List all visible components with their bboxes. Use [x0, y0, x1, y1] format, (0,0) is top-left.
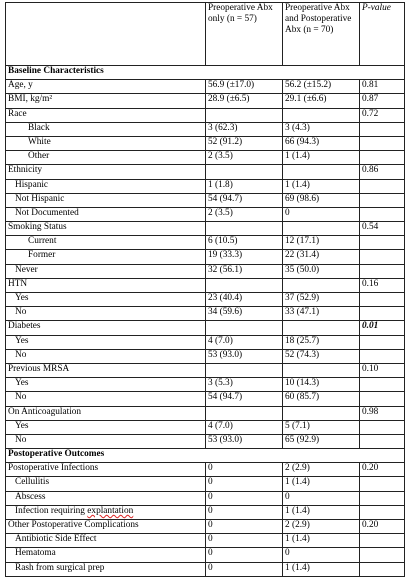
p-value [360, 207, 405, 221]
preop-only-value: 34 (59.6) [206, 307, 283, 321]
p-value [360, 434, 405, 448]
p-value [360, 505, 405, 519]
preop-only-value: 4 (7.0) [206, 420, 283, 434]
table-row [6, 108, 405, 122]
table-row [6, 434, 405, 448]
p-value: 0.81 [360, 80, 405, 94]
table-row [6, 278, 405, 292]
table-row [6, 491, 405, 505]
preop-postop-value [283, 278, 360, 292]
p-value [360, 136, 405, 150]
table-row [6, 193, 405, 207]
p-value: 0.01 [360, 321, 405, 335]
table-row [6, 151, 405, 165]
preop-postop-value [283, 406, 360, 420]
row-label: Cellulitis [6, 477, 206, 491]
table-row [6, 335, 405, 349]
table-row [6, 562, 405, 576]
preop-postop-value: 1 (1.4) [283, 505, 360, 519]
preop-postop-value: 1 (1.4) [283, 534, 360, 548]
table-row [6, 505, 405, 519]
table-row [6, 392, 405, 406]
table-row [6, 477, 405, 491]
p-value [360, 122, 405, 136]
header-preop-and-postop: Preoperative Abx and Postoperative Abx (n = 70) [283, 3, 360, 66]
table-row [6, 520, 405, 534]
preop-only-value: 54 (94.7) [206, 392, 283, 406]
table-row [6, 307, 405, 321]
preop-only-value [206, 108, 283, 122]
table-body [6, 3, 405, 577]
table-row [6, 548, 405, 562]
preop-only-value: 1 (1.8) [206, 179, 283, 193]
p-value [360, 250, 405, 264]
table-row [6, 236, 405, 250]
header-preop-only: Preoperative Abx only (n = 57) [206, 3, 283, 66]
p-value [360, 378, 405, 392]
row-label: Not Hispanic [6, 193, 206, 207]
p-value [360, 335, 405, 349]
row-label: Yes [6, 335, 206, 349]
preop-only-value: 3 (62.3) [206, 122, 283, 136]
preop-postop-value [283, 165, 360, 179]
row-label: No [6, 434, 206, 448]
p-value: 0.86 [360, 165, 405, 179]
preop-postop-value: 22 (31.4) [283, 250, 360, 264]
preop-only-value: 0 [206, 520, 283, 534]
row-label: Former [6, 250, 206, 264]
preop-only-value: 6 (10.5) [206, 236, 283, 250]
preop-postop-value: 0 [283, 491, 360, 505]
preop-postop-value: 5 (7.1) [283, 420, 360, 434]
row-label: Yes [6, 378, 206, 392]
row-label: Yes [6, 293, 206, 307]
preop-only-value: 0 [206, 505, 283, 519]
row-label: Previous MRSA [6, 363, 206, 377]
p-value [360, 193, 405, 207]
row-label: BMI, kg/m² [6, 94, 206, 108]
preop-only-value: 0 [206, 477, 283, 491]
preop-postop-value: 1 (1.4) [283, 562, 360, 576]
preop-postop-value: 10 (14.3) [283, 378, 360, 392]
section-title: Postoperative Outcomes [6, 449, 405, 463]
preop-only-value: 2 (3.5) [206, 151, 283, 165]
table-row [6, 420, 405, 434]
preop-postop-value: 56.2 (±15.2) [283, 80, 360, 94]
header-blank-cell [6, 3, 206, 66]
preop-postop-value: 35 (50.0) [283, 264, 360, 278]
p-value [360, 349, 405, 363]
preop-only-value [206, 222, 283, 236]
p-value: 0.54 [360, 222, 405, 236]
preop-postop-value: 37 (52.9) [283, 293, 360, 307]
table-row [6, 80, 405, 94]
p-value [360, 264, 405, 278]
p-value [360, 151, 405, 165]
preop-postop-value: 1 (1.4) [283, 151, 360, 165]
p-value [360, 491, 405, 505]
row-label: Hispanic [6, 179, 206, 193]
p-value [360, 293, 405, 307]
row-label: Yes [6, 420, 206, 434]
p-value: 0.87 [360, 94, 405, 108]
preop-postop-value: 3 (4.3) [283, 122, 360, 136]
preop-postop-value: 1 (1.4) [283, 477, 360, 491]
preop-only-value: 0 [206, 534, 283, 548]
preop-only-value: 2 (3.5) [206, 207, 283, 221]
row-label: Current [6, 236, 206, 250]
preop-postop-value: 33 (47.1) [283, 307, 360, 321]
preop-postop-value [283, 222, 360, 236]
p-value [360, 392, 405, 406]
preop-postop-value: 12 (17.1) [283, 236, 360, 250]
preop-only-value: 28.9 (±6.5) [206, 94, 283, 108]
p-value [360, 307, 405, 321]
preop-only-value: 0 [206, 463, 283, 477]
preop-only-value [206, 406, 283, 420]
preop-postop-value: 0 [283, 207, 360, 221]
row-label: Never [6, 264, 206, 278]
table-row [6, 250, 405, 264]
preop-only-value: 53 (93.0) [206, 349, 283, 363]
row-label: No [6, 392, 206, 406]
preop-postop-value: 2 (2.9) [283, 520, 360, 534]
row-label: Rash from surgical prep [6, 562, 206, 576]
row-label: White [6, 136, 206, 150]
table-row [6, 136, 405, 150]
preop-postop-value: 65 (92.9) [283, 434, 360, 448]
p-value: 0.20 [360, 520, 405, 534]
table-row [6, 321, 405, 335]
preop-postop-value [283, 321, 360, 335]
preop-postop-value [283, 363, 360, 377]
section-title: Baseline Characteristics [6, 66, 405, 80]
preop-postop-value: 1 (1.4) [283, 179, 360, 193]
row-label: Black [6, 122, 206, 136]
p-value: 0.98 [360, 406, 405, 420]
table-row [6, 222, 405, 236]
row-label: Antibiotic Side Effect [6, 534, 206, 548]
table-row [6, 94, 405, 108]
row-label: Abscess [6, 491, 206, 505]
table-row [6, 406, 405, 420]
preop-only-value: 52 (91.2) [206, 136, 283, 150]
preop-only-value: 0 [206, 491, 283, 505]
header-p-value: P-value [360, 3, 405, 66]
table-row [6, 264, 405, 278]
p-value: 0.10 [360, 363, 405, 377]
row-label: Smoking Status [6, 222, 206, 236]
section-header-row [6, 449, 405, 463]
preop-only-value [206, 278, 283, 292]
table-row [6, 293, 405, 307]
row-label: Other [6, 151, 206, 165]
row-label: No [6, 349, 206, 363]
spellcheck-flagged-word: explantation [87, 505, 134, 516]
preop-only-value [206, 363, 283, 377]
header-row [6, 3, 405, 66]
row-label: On Anticoagulation [6, 406, 206, 420]
table-row [6, 179, 405, 193]
row-label: Infection requiring explantation [6, 505, 206, 519]
p-value [360, 236, 405, 250]
table-row [6, 534, 405, 548]
row-label: Age, y [6, 80, 206, 94]
preop-only-value: 0 [206, 562, 283, 576]
p-value [360, 420, 405, 434]
row-label: Not Documented [6, 207, 206, 221]
table-row [6, 349, 405, 363]
row-label: HTN [6, 278, 206, 292]
preop-postop-value: 60 (85.7) [283, 392, 360, 406]
preop-postop-value: 0 [283, 548, 360, 562]
preop-only-value: 54 (94.7) [206, 193, 283, 207]
table-row [6, 378, 405, 392]
preop-only-value: 23 (40.4) [206, 293, 283, 307]
preop-only-value: 4 (7.0) [206, 335, 283, 349]
p-value [360, 534, 405, 548]
p-value [360, 477, 405, 491]
p-value [360, 179, 405, 193]
section-header-row [6, 66, 405, 80]
preop-only-value: 19 (33.3) [206, 250, 283, 264]
preop-postop-value: 69 (98.6) [283, 193, 360, 207]
preop-postop-value: 2 (2.9) [283, 463, 360, 477]
row-label: No [6, 307, 206, 321]
preop-only-value: 0 [206, 548, 283, 562]
preop-only-value: 56.9 (±17.0) [206, 80, 283, 94]
p-value: 0.20 [360, 463, 405, 477]
preop-postop-value: 66 (94.3) [283, 136, 360, 150]
preop-postop-value [283, 108, 360, 122]
row-label: Hematoma [6, 548, 206, 562]
p-value [360, 562, 405, 576]
preop-only-value: 32 (56.1) [206, 264, 283, 278]
preop-postop-value: 29.1 (±6.6) [283, 94, 360, 108]
row-label: Diabetes [6, 321, 206, 335]
table-row [6, 207, 405, 221]
preop-only-value [206, 321, 283, 335]
p-value: 0.72 [360, 108, 405, 122]
table-row [6, 165, 405, 179]
preop-postop-value: 52 (74.3) [283, 349, 360, 363]
table-row [6, 122, 405, 136]
preop-only-value [206, 165, 283, 179]
row-label: Race [6, 108, 206, 122]
p-value: 0.16 [360, 278, 405, 292]
row-label: Ethnicity [6, 165, 206, 179]
preop-only-value: 3 (5.3) [206, 378, 283, 392]
table-row [6, 463, 405, 477]
preop-only-value: 53 (93.0) [206, 434, 283, 448]
row-label: Other Postoperative Complications [6, 520, 206, 534]
p-value [360, 548, 405, 562]
table-row [6, 363, 405, 377]
row-label: Postoperative Infections [6, 463, 206, 477]
preop-postop-value: 18 (25.7) [283, 335, 360, 349]
demographics-outcomes-table [5, 2, 405, 577]
